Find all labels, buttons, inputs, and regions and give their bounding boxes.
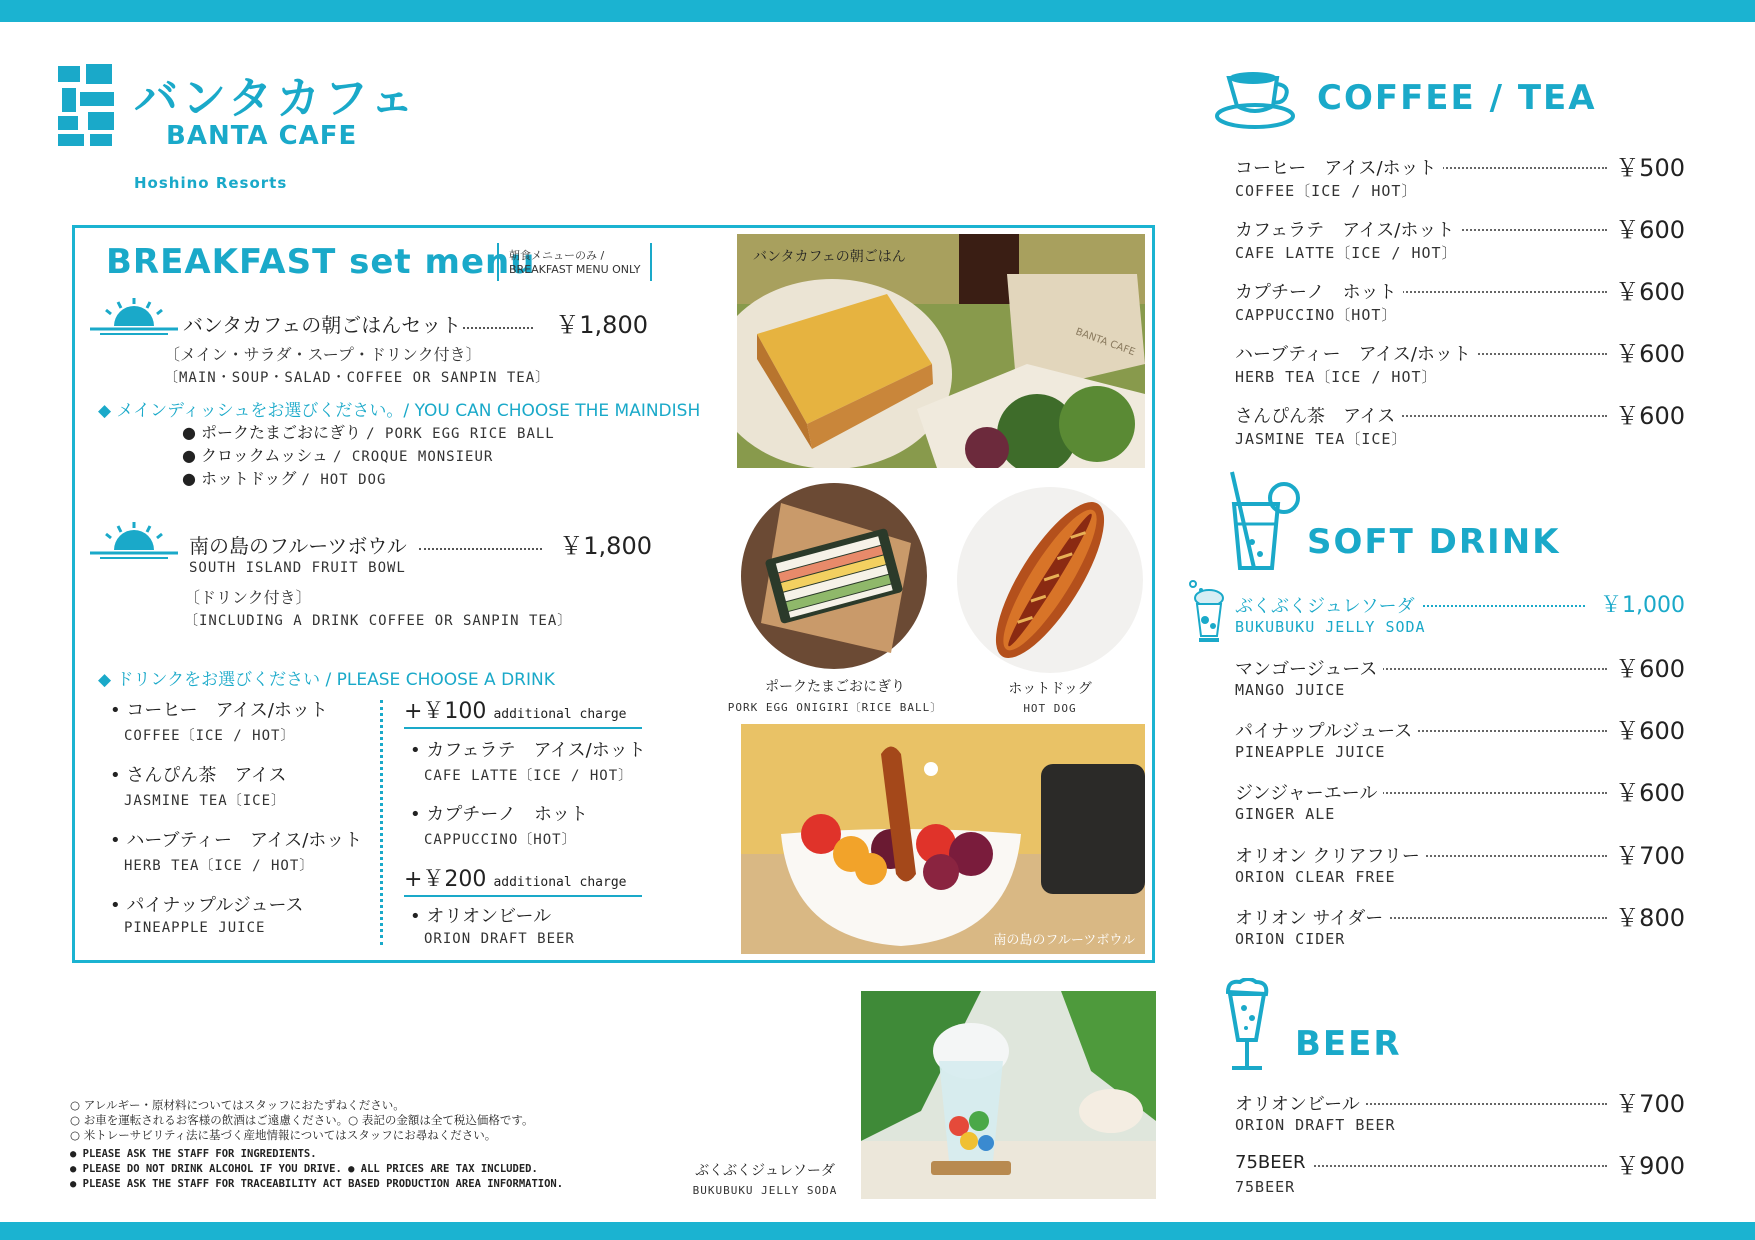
item-price: ￥600 [1609, 396, 1685, 431]
item-price: ￥900 [1609, 1146, 1685, 1181]
breakfast-photo-caption: バンタカフェの朝ごはん [753, 249, 906, 265]
beer-item [1235, 1152, 1685, 1208]
item-jp: オリオン サイダー [1235, 904, 1389, 930]
item-jp: マンゴージュース [1235, 655, 1383, 681]
charge-200-label: additional charge [493, 875, 627, 890]
coffee-cup-icon [1215, 64, 1295, 134]
drink-jp: • カフェラテ アイス/ホット [410, 740, 646, 761]
jelly-soda-mini-icon [1185, 578, 1229, 648]
item-price: ￥600 [1609, 711, 1685, 746]
maindish-heading: ◆ メインディッシュをお選びください。/ YOU CAN CHOOSE THE MAINDISH [98, 401, 701, 421]
drink-en: PINEAPPLE JUICE [124, 920, 266, 936]
jelly-soda-caption-en: BUKUBUKU JELLY SODA [692, 1184, 838, 1197]
item-en: BUKUBUKU JELLY SODA [1235, 618, 1426, 636]
set2-name: 南の島のフルーツボウル [189, 530, 411, 559]
footer-jp-line: ○ お車を運転されるお客様の飲酒はご遠慮ください。○ 表記の金額は全て税込価格です。 [70, 1113, 534, 1127]
top-band [0, 0, 1755, 22]
hotdog-photo [957, 487, 1143, 677]
item-jp: カプチーノ ホット [1235, 278, 1403, 304]
footer-en-line: ● PLEASE ASK THE STAFF FOR TRACEABILITY ACT BASED PRODUCTION AREA INFORMATION. [70, 1178, 564, 1190]
maindish-jp: ● ホットドッグ [182, 469, 297, 488]
drink-en: HERB TEA〔ICE / HOT〕 [124, 858, 315, 874]
onigiri-caption-en: PORK EGG ONIGIRI〔RICE BALL〕 [727, 701, 943, 714]
item-en: JASMINE TEA〔ICE〕 [1235, 430, 1408, 448]
item-en: ORION DRAFT BEER [1235, 1116, 1396, 1134]
onigiri-caption-jp: ポークたまごおにぎり [765, 679, 905, 695]
beer-section-title: BEER [1295, 1024, 1402, 1064]
coffee-item [1235, 402, 1685, 458]
onigiri-photo [741, 483, 927, 673]
set2-price: ￥1,800 [559, 532, 652, 560]
soft-item [1235, 779, 1685, 835]
set2-en: SOUTH ISLAND FRUIT BOWL [189, 560, 406, 576]
item-price: ￥600 [1609, 210, 1685, 245]
maindish-en: / PORK EGG RICE BALL [366, 426, 555, 442]
item-jp: オリオン クリアフリー [1235, 842, 1426, 868]
item-price: ￥700 [1609, 1084, 1685, 1119]
drink-jp: • カプチーノ ホット [410, 804, 588, 825]
charge-100 [404, 694, 642, 729]
jelly-soda-photo [861, 991, 1156, 1199]
drink-heading: ◆ ドリンクをお選びください / PLEASE CHOOSE A DRINK [98, 670, 555, 690]
item-en: COFFEE〔ICE / HOT〕 [1235, 182, 1418, 200]
drinks-free-list [110, 696, 362, 956]
charge-100-label: additional charge [493, 707, 627, 722]
item-price: ￥800 [1609, 898, 1685, 933]
hotdog-caption-en: HOT DOG [1023, 702, 1077, 715]
drink-jp: • ハーブティー アイス/ホット [110, 830, 363, 851]
item-en: PINEAPPLE JUICE [1235, 743, 1386, 761]
coffee-section-title: COFFEE / TEA [1317, 78, 1597, 118]
maindish-en: / HOT DOG [301, 472, 387, 488]
footer-notes [70, 1098, 563, 1192]
bottom-band [0, 1222, 1755, 1240]
featured-soft-item [1235, 592, 1685, 648]
breakfast-only-note [497, 243, 652, 281]
drink-jp: • オリオンビール [410, 906, 552, 927]
sunrise-icon [90, 520, 178, 564]
drink-jp: • コーヒー アイス/ホット [110, 700, 328, 721]
charge-200-price: +￥200 [404, 867, 487, 892]
item-en: CAFE LATTE〔ICE / HOT〕 [1235, 244, 1458, 262]
logo-jp: バンタカフェ [134, 73, 419, 124]
drink-en: COFFEE〔ICE / HOT〕 [124, 728, 296, 744]
fruit-bowl-photo [741, 724, 1145, 954]
box-brand: BANTA CAFE [1073, 326, 1137, 359]
item-en: ORION CIDER [1235, 930, 1346, 948]
item-en: HERB TEA〔ICE / HOT〕 [1235, 368, 1438, 386]
footer-en-line: ● PLEASE ASK THE STAFF FOR INGREDIENTS. [70, 1148, 317, 1160]
item-jp: ハーブティー アイス/ホット [1235, 340, 1477, 366]
maindish-en: / CROQUE MONSIEUR [333, 449, 494, 465]
logo-sub: Hoshino Resorts [134, 174, 288, 192]
set1-desc-jp: 〔メイン・サラダ・スープ・ドリンク付き〕 [164, 345, 482, 364]
banta-logo-icon [58, 64, 116, 150]
item-jp: パイナップルジュース [1235, 717, 1418, 743]
item-price: ￥500 [1609, 148, 1685, 183]
maindish-jp: ● クロックムッシュ [182, 446, 328, 465]
set1-row [183, 305, 648, 339]
charge-100-price: +￥100 [404, 699, 487, 724]
item-jp: オリオンビール [1235, 1090, 1366, 1116]
coffee-item [1235, 340, 1685, 396]
maindish-list [182, 420, 555, 489]
charge-200 [404, 862, 642, 897]
item-en: MANGO JUICE [1235, 681, 1346, 699]
soft-item [1235, 717, 1685, 773]
note-jp: 朝食メニューのみ / [509, 249, 605, 262]
drinks-200-list [410, 902, 575, 947]
drink-en: CAPPUCCINO〔HOT〕 [424, 832, 577, 848]
note-en: BREAKFAST MENU ONLY [509, 263, 641, 276]
drink-en: CAFE LATTE〔ICE / HOT〕 [424, 768, 634, 784]
item-en: GINGER ALE [1235, 805, 1336, 823]
set1-leader [463, 327, 533, 329]
set2-leader [419, 548, 542, 550]
set2-row [189, 526, 652, 560]
soft-item [1235, 904, 1685, 960]
footer-jp-line: ○ 米トレーサビリティ法に基づく産地情報についてはスタッフにお尋ねください。 [70, 1128, 497, 1142]
item-price: ￥600 [1609, 773, 1685, 808]
set2-desc-en: 〔INCLUDING A DRINK COFFEE OR SANPIN TEA〕 [184, 613, 573, 629]
item-jp: ジンジャーエール [1235, 779, 1383, 805]
drink-jp: • さんぴん茶 アイス [110, 765, 287, 786]
beer-item [1235, 1090, 1685, 1146]
soft-item [1235, 655, 1685, 711]
item-jp: 75BEER [1235, 1152, 1312, 1173]
drink-jp: • パイナップルジュース [110, 895, 304, 916]
drink-en: ORION DRAFT BEER [424, 931, 575, 947]
item-en: ORION CLEAR FREE [1235, 868, 1396, 886]
soft-drink-section-title: SOFT DRINK [1307, 522, 1561, 562]
jelly-soda-caption-jp: ぶくぶくジュレソーダ [695, 1163, 835, 1179]
breakfast-photo [737, 234, 1145, 468]
coffee-item [1235, 154, 1685, 210]
set2-desc-jp: 〔ドリンク付き〕 [184, 588, 312, 607]
drinks-100-list [410, 736, 646, 864]
footer-en-line: ● PLEASE DO NOT DRINK ALCOHOL IF YOU DRIVE. ● ALL PRICES ARE TAX INCLUDED. [70, 1163, 538, 1175]
drink-en: JASMINE TEA〔ICE〕 [124, 793, 287, 809]
sunrise-icon [90, 296, 178, 340]
item-jp: ぶくぶくジュレソーダ [1235, 592, 1421, 618]
item-price: ￥700 [1609, 836, 1685, 871]
coffee-item [1235, 216, 1685, 272]
item-price: ￥600 [1609, 649, 1685, 684]
soft-drink-icon [1222, 470, 1302, 576]
footer-jp-line: ○ アレルギー・原材料についてはスタッフにおたずねください。 [70, 1098, 405, 1112]
item-jp: さんぴん茶 アイス [1235, 402, 1401, 428]
drink-divider [380, 700, 383, 945]
breakfast-title: BREAKFAST set menu [106, 242, 536, 282]
fruit-bowl-caption: 南の島のフルーツボウル [993, 933, 1135, 948]
item-price: ￥1,000 [1594, 588, 1685, 619]
item-jp: カフェラテ アイス/ホット [1235, 216, 1460, 242]
set1-price: ￥1,800 [555, 311, 648, 339]
beer-glass-icon [1222, 978, 1272, 1078]
coffee-item [1235, 278, 1685, 334]
item-en: 75BEER [1235, 1178, 1296, 1196]
item-jp: コーヒー アイス/ホット [1235, 154, 1443, 180]
set1-name: バンタカフェの朝ごはんセット [183, 309, 465, 338]
hotdog-caption-jp: ホットドッグ [1008, 681, 1092, 697]
soft-item [1235, 842, 1685, 898]
item-price: ￥600 [1609, 272, 1685, 307]
set1-desc-en: 〔MAIN・SOUP・SALAD・COFFEE OR SANPIN TEA〕 [164, 370, 551, 386]
maindish-jp: ● ポークたまごおにぎり [182, 423, 362, 442]
item-price: ￥600 [1609, 334, 1685, 369]
item-en: CAPPUCCINO〔HOT〕 [1235, 306, 1398, 324]
logo-en: BANTA CAFE [166, 121, 358, 151]
